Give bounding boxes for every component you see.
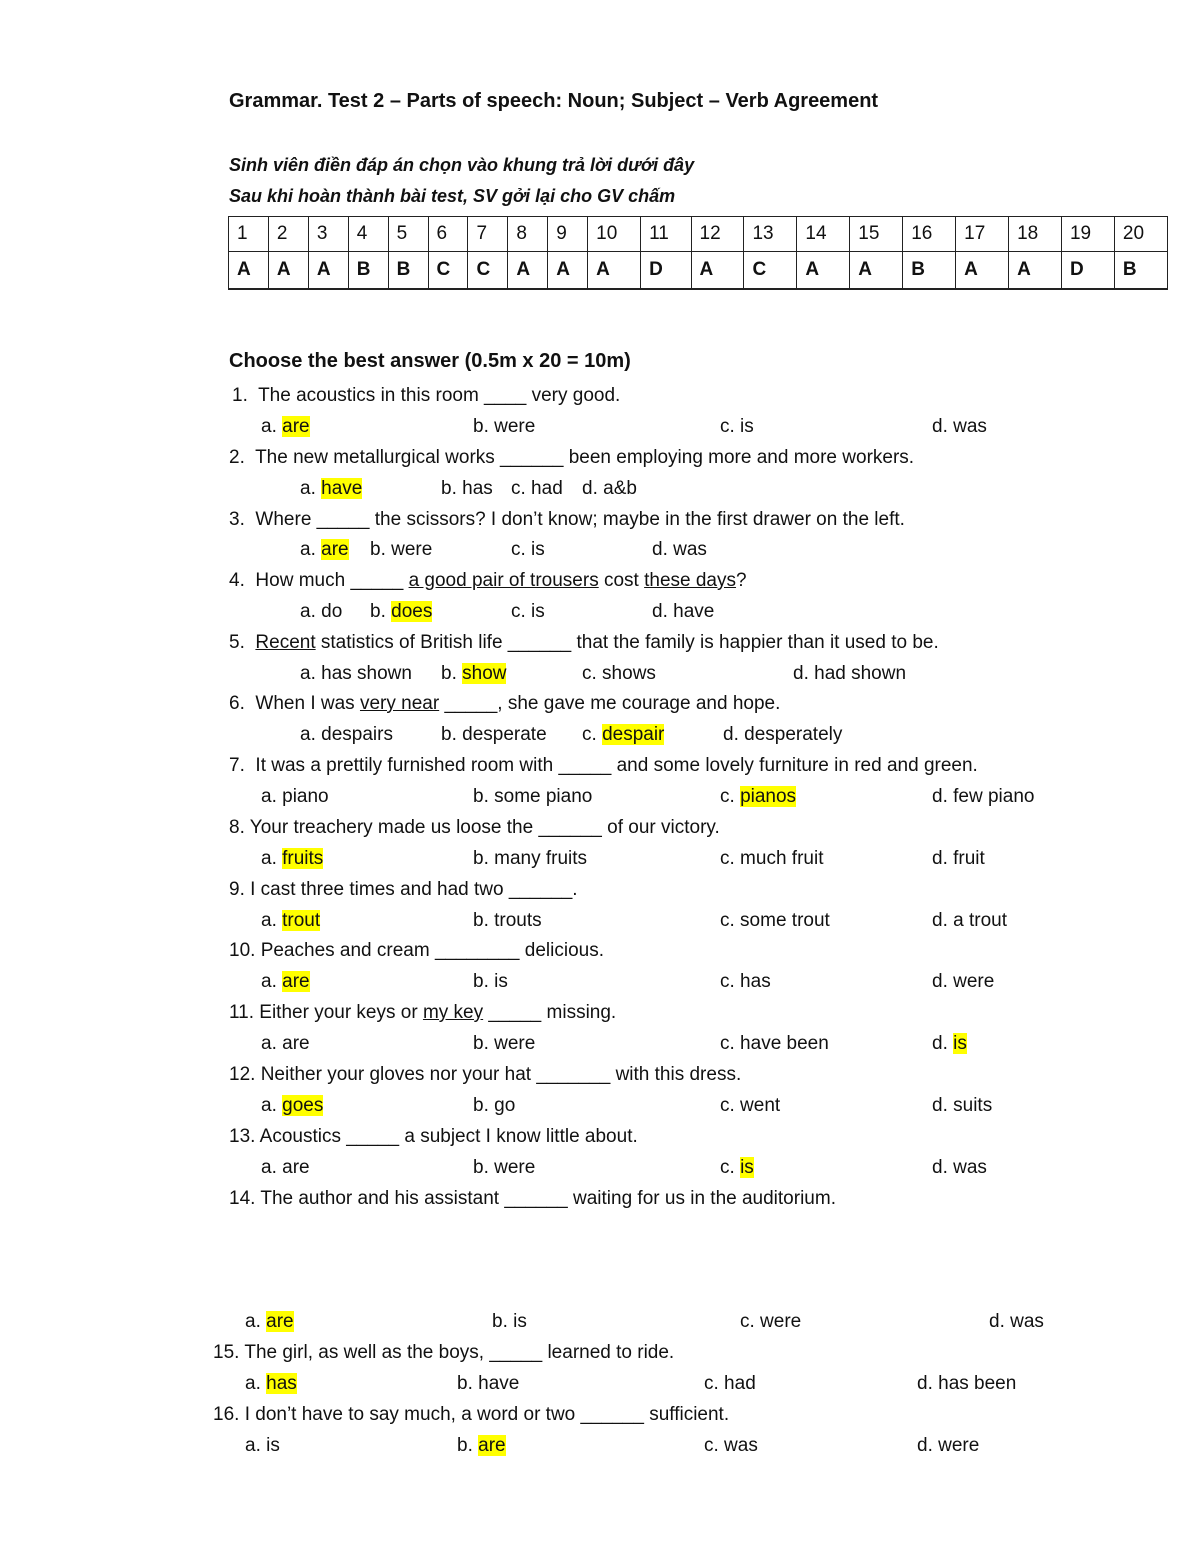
question-text: The new metallurgical works ______ been employing more and more workers. bbox=[255, 447, 915, 468]
answer-key-number-cell: 14 bbox=[797, 217, 850, 252]
highlighted-answer: fruits bbox=[282, 848, 324, 869]
highlighted-answer: are bbox=[282, 416, 310, 437]
q14-option-a bbox=[245, 1309, 294, 1335]
answer-key-number-cell: 10 bbox=[588, 217, 641, 252]
q10-option-b: b. is bbox=[473, 971, 508, 992]
option-prefix: a. bbox=[300, 478, 322, 499]
q3-option-d: d. was bbox=[652, 539, 707, 560]
q10-option-a bbox=[261, 969, 310, 995]
answer-key-number-cell: 9 bbox=[548, 217, 588, 252]
answer-key-number-cell: 2 bbox=[268, 217, 308, 252]
q14-option-b: b. is bbox=[492, 1311, 527, 1332]
q16-option-d: d. were bbox=[917, 1435, 980, 1456]
option-prefix: a. bbox=[245, 1311, 267, 1332]
test-title: Grammar. Test 2 – Parts of speech: Noun; Subject – Verb Agreement bbox=[229, 90, 879, 112]
option-prefix: b. bbox=[441, 663, 463, 684]
option-prefix: a. bbox=[261, 910, 283, 931]
option-prefix: b. bbox=[457, 1435, 479, 1456]
option-prefix: d. bbox=[932, 1033, 954, 1054]
q5-option-d: d. had shown bbox=[793, 663, 907, 684]
question-8: 8. Your treachery made us loose the ______ of our victory. bbox=[229, 817, 720, 838]
answer-key-number-cell: 8 bbox=[508, 217, 548, 252]
question-number: 5. bbox=[229, 632, 245, 653]
option-prefix: a. bbox=[261, 971, 283, 992]
question-text: cost bbox=[598, 570, 645, 591]
answer-key-number-cell: 4 bbox=[348, 217, 388, 252]
highlighted-answer: show bbox=[462, 663, 507, 684]
q8-option-a bbox=[261, 846, 323, 872]
highlighted-answer: goes bbox=[282, 1095, 324, 1116]
q16-option-c: c. was bbox=[704, 1435, 758, 1456]
q8-option-b: b. many fruits bbox=[473, 848, 588, 869]
option-prefix: a. bbox=[245, 1373, 267, 1394]
question-4 bbox=[229, 568, 747, 594]
answer-key-number-cell: 1 bbox=[229, 217, 269, 252]
highlighted-answer: is bbox=[740, 1157, 754, 1178]
answer-key-answer-cell: A bbox=[797, 252, 850, 290]
answer-key-number-cell: 13 bbox=[744, 217, 797, 252]
answer-key-number-cell: 11 bbox=[641, 217, 691, 252]
q12-option-c: c. went bbox=[720, 1095, 781, 1116]
answer-key-answer-cell: D bbox=[641, 252, 691, 290]
highlighted-answer: pianos bbox=[740, 786, 797, 807]
question-14: 14. The author and his assistant ______ waiting for us in the auditorium. bbox=[229, 1188, 836, 1209]
q4-option-c: c. is bbox=[511, 601, 545, 622]
answer-key-answer-cell: A bbox=[268, 252, 308, 290]
q5-option-a: a. has shown bbox=[300, 663, 412, 684]
answer-key-number-cell: 18 bbox=[1009, 217, 1062, 252]
underlined-phrase: my key bbox=[422, 1002, 484, 1023]
answer-key-number-cell: 6 bbox=[428, 217, 468, 252]
q5-option-c: c. shows bbox=[582, 663, 656, 684]
question-number: 7. bbox=[229, 755, 245, 776]
highlighted-answer: are bbox=[282, 971, 310, 992]
q4-option-a: a. do bbox=[300, 601, 343, 622]
q13-option-a: a. are bbox=[261, 1157, 310, 1178]
underlined-phrase: Recent bbox=[255, 632, 316, 653]
answer-key-answer-cell: C bbox=[428, 252, 468, 290]
option-prefix: b. bbox=[370, 601, 392, 622]
q10-option-c: c. has bbox=[720, 971, 771, 992]
option-prefix: a. bbox=[261, 1095, 283, 1116]
underlined-phrase: a good pair of trousers bbox=[408, 570, 599, 591]
question-number: 2. bbox=[229, 447, 245, 468]
q2-option-d: d. a&b bbox=[582, 478, 637, 499]
question-11 bbox=[229, 1000, 616, 1026]
q3-option-c: c. is bbox=[511, 539, 545, 560]
underlined-phrase: these days bbox=[644, 570, 737, 591]
question-5 bbox=[229, 630, 939, 656]
q13-option-c bbox=[720, 1155, 754, 1181]
answer-key-answer-cell: A bbox=[308, 252, 348, 290]
question-number: 6. bbox=[229, 693, 245, 714]
q15-option-d: d. has been bbox=[917, 1373, 1017, 1394]
highlighted-answer: are bbox=[321, 539, 349, 560]
answer-key-number-cell: 19 bbox=[1061, 217, 1114, 252]
q9-option-d: d. a trout bbox=[932, 910, 1007, 931]
highlighted-answer: despair bbox=[602, 724, 665, 745]
answer-key-answer-cell: A bbox=[850, 252, 903, 290]
q11-option-b: b. were bbox=[473, 1033, 536, 1054]
question-text: statistics of British life ______ that the family is happier than it used to be. bbox=[315, 632, 939, 653]
section-heading: Choose the best answer (0.5m x 20 = 10m) bbox=[229, 350, 631, 372]
q8-option-d: d. fruit bbox=[932, 848, 985, 869]
answer-key-answer-cell: B bbox=[348, 252, 388, 290]
answer-key-number-cell: 12 bbox=[691, 217, 744, 252]
q16-option-b bbox=[457, 1433, 506, 1459]
highlighted-answer: does bbox=[391, 601, 433, 622]
q14-option-c: c. were bbox=[740, 1311, 802, 1332]
answer-key-answer-cell: C bbox=[744, 252, 797, 290]
question-2 bbox=[229, 445, 914, 471]
q9-option-c: c. some trout bbox=[720, 910, 830, 931]
q12-option-a bbox=[261, 1093, 323, 1119]
question-6 bbox=[229, 691, 780, 717]
answer-key-answer-cell: A bbox=[956, 252, 1009, 290]
q13-option-d: d. was bbox=[932, 1157, 987, 1178]
question-text: _____, she gave me courage and hope. bbox=[439, 693, 781, 714]
q1-option-c: c. is bbox=[720, 416, 754, 437]
answer-key-number-cell: 17 bbox=[956, 217, 1009, 252]
q12-option-d: d. suits bbox=[932, 1095, 993, 1116]
instruction-line-2: Sau khi hoàn thành bài test, SV gởi lại cho GV chấm bbox=[229, 186, 676, 206]
answer-key-answer-cell: B bbox=[1114, 252, 1167, 290]
question-text: 11. Either your keys or bbox=[229, 1002, 423, 1023]
q15-option-c: c. had bbox=[704, 1373, 756, 1394]
answer-key-answer-cell: A bbox=[229, 252, 269, 290]
highlighted-answer: is bbox=[953, 1033, 967, 1054]
q11-option-d bbox=[932, 1031, 967, 1057]
question-13: 13. Acoustics _____ a subject I know little about. bbox=[229, 1126, 638, 1147]
q1-option-d: d. was bbox=[932, 416, 987, 437]
answer-key-answer-cell: A bbox=[548, 252, 588, 290]
question-12: 12. Neither your gloves nor your hat _______ with this dress. bbox=[229, 1064, 742, 1085]
question-number: 3. bbox=[229, 509, 245, 530]
question-1 bbox=[232, 383, 620, 409]
q2-option-b: b. has bbox=[441, 478, 493, 499]
q15-option-b: b. have bbox=[457, 1373, 520, 1394]
q13-option-b: b. were bbox=[473, 1157, 536, 1178]
q14-option-d: d. was bbox=[989, 1311, 1044, 1332]
option-prefix: c. bbox=[720, 786, 741, 807]
instruction-line-1: Sinh viên điền đáp án chọn vào khung trả lời dưới đây bbox=[229, 155, 695, 175]
answer-key-answer-cell: A bbox=[508, 252, 548, 290]
option-prefix: a. bbox=[261, 848, 283, 869]
q7-option-c bbox=[720, 784, 796, 810]
question-number: 1. bbox=[232, 385, 248, 406]
q3-option-a bbox=[300, 537, 349, 563]
q15-option-a bbox=[245, 1371, 297, 1397]
q8-option-c: c. much fruit bbox=[720, 848, 824, 869]
answer-key-number-cell: 7 bbox=[468, 217, 508, 252]
question-text: The acoustics in this room ____ very good. bbox=[258, 385, 621, 406]
question-7 bbox=[229, 753, 978, 779]
q16-option-a: a. is bbox=[245, 1435, 280, 1456]
answer-key-answer-cell: C bbox=[468, 252, 508, 290]
q7-option-d: d. few piano bbox=[932, 786, 1035, 807]
q3-option-b: b. were bbox=[370, 539, 433, 560]
q7-option-b: b. some piano bbox=[473, 786, 593, 807]
answer-key-answers-row bbox=[229, 252, 1168, 290]
q6-option-d: d. desperately bbox=[723, 724, 843, 745]
option-prefix: a. bbox=[261, 416, 283, 437]
answer-key-answer-cell: B bbox=[388, 252, 428, 290]
question-text: When I was bbox=[255, 693, 360, 714]
question-text: How much _____ bbox=[255, 570, 409, 591]
question-text: _____ missing. bbox=[483, 1002, 617, 1023]
q5-option-b bbox=[441, 661, 506, 687]
q6-option-a: a. despairs bbox=[300, 724, 393, 745]
q2-option-a bbox=[300, 476, 362, 502]
q7-option-a: a. piano bbox=[261, 786, 329, 807]
answer-key-answer-cell: A bbox=[588, 252, 641, 290]
question-3 bbox=[229, 507, 905, 533]
q9-option-b: b. trouts bbox=[473, 910, 542, 931]
q11-option-a: a. are bbox=[261, 1033, 310, 1054]
answer-key-number-cell: 5 bbox=[388, 217, 428, 252]
highlighted-answer: trout bbox=[282, 910, 321, 931]
q1-option-a bbox=[261, 414, 310, 440]
highlighted-answer: has bbox=[266, 1373, 297, 1394]
question-number: 4. bbox=[229, 570, 245, 591]
highlighted-answer: are bbox=[266, 1311, 294, 1332]
option-prefix: a. bbox=[300, 539, 322, 560]
q1-option-b: b. were bbox=[473, 416, 536, 437]
q4-option-b bbox=[370, 599, 432, 625]
q2-option-c: c. had bbox=[511, 478, 563, 499]
q10-option-d: d. were bbox=[932, 971, 995, 992]
question-16: 16. I don’t have to say much, a word or two ______ sufficient. bbox=[213, 1404, 730, 1425]
answer-key-numbers-row bbox=[229, 217, 1168, 252]
answer-key-number-cell: 15 bbox=[850, 217, 903, 252]
q12-option-b: b. go bbox=[473, 1095, 516, 1116]
answer-key-answer-cell: A bbox=[691, 252, 744, 290]
q9-option-a bbox=[261, 908, 320, 934]
answer-key-answer-cell: D bbox=[1061, 252, 1114, 290]
highlighted-answer: are bbox=[478, 1435, 506, 1456]
answer-key-answer-cell: A bbox=[1009, 252, 1062, 290]
question-10: 10. Peaches and cream ________ delicious. bbox=[229, 940, 604, 961]
question-9: 9. I cast three times and had two ______. bbox=[229, 879, 578, 900]
answer-key-table bbox=[228, 216, 1168, 290]
q6-option-b: b. desperate bbox=[441, 724, 547, 745]
answer-key-number-cell: 16 bbox=[903, 217, 956, 252]
option-prefix: c. bbox=[582, 724, 603, 745]
q11-option-c: c. have been bbox=[720, 1033, 829, 1054]
question-text: ? bbox=[736, 570, 747, 591]
highlighted-answer: have bbox=[321, 478, 363, 499]
option-prefix: c. bbox=[720, 1157, 741, 1178]
question-text: It was a prettily furnished room with _____ and some lovely furniture in red and green. bbox=[255, 755, 978, 776]
question-text: Where _____ the scissors? I don’t know; maybe in the first drawer on the left. bbox=[255, 509, 905, 530]
answer-key-number-cell: 20 bbox=[1114, 217, 1167, 252]
underlined-phrase: very near bbox=[359, 693, 440, 714]
q6-option-c bbox=[582, 722, 664, 748]
answer-key-number-cell: 3 bbox=[308, 217, 348, 252]
q4-option-d: d. have bbox=[652, 601, 715, 622]
question-15: 15. The girl, as well as the boys, _____ learned to ride. bbox=[213, 1342, 675, 1363]
answer-key-answer-cell: B bbox=[903, 252, 956, 290]
